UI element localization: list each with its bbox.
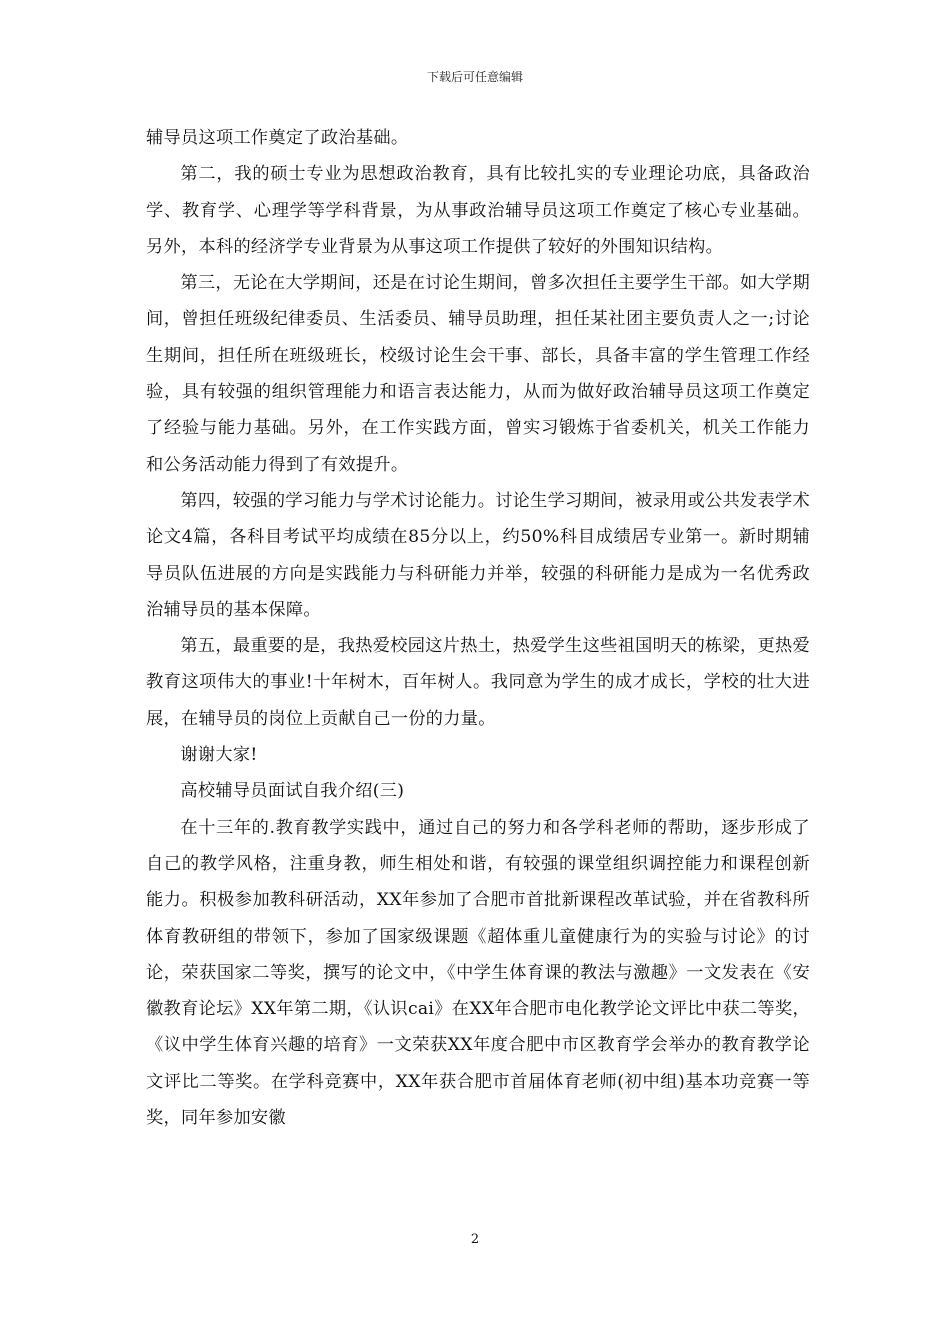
paragraph: 第五，最重要的是，我热爱校园这片热土，热爱学生这些祖国明天的栋梁，更热爱教育这项伟大的事业!十年树木，百年树人。我同意为学生的成才成长，学校的壮大进展，在辅导员的岗位上贡献自己一份的力量。 bbox=[146, 636, 810, 729]
paragraph: 第二，我的硕士专业为思想政治教育，具有比较扎实的专业理论功底，具备政治学、教育学、心理学等学科背景，为从事政治辅导员这项工作奠定了核心专业基础。另外，本科的经济学专业背景为从事这项工作提供了较好的外围知识结构。 bbox=[146, 164, 810, 257]
page-header: 下载后可任意编辑 bbox=[426, 70, 523, 84]
section-title: 高校辅导员面试自我介绍(三) bbox=[180, 781, 405, 802]
paragraph: 谢谢大家! bbox=[180, 745, 258, 766]
page-number: 2 bbox=[470, 1232, 480, 1247]
document-body bbox=[146, 120, 810, 1136]
paragraph: 第四，较强的学习能力与学术讨论能力。讨论生学习期间，被录用或公共发表学术论文4篇，各科目考试平均成绩在85分以上，约50%科目成绩居专业第一。新时期辅导员队伍进展的方向是实践能力与科研能力并举，较强的科研能力是成为一名优秀政治辅导员的基本保障。 bbox=[146, 490, 810, 620]
paragraph: 在十三年的.教育教学实践中，通过自己的努力和各学科老师的帮助，逐步形成了自己的教学风格，注重身教，师生相处和谐，有较强的课堂组织调控能力和课程创新能力。积极参加教科研活动，XX年参加了合肥市首批新课程改革试验，并在省教科所体育教研组的带领下，参加了国家级课题《超体重儿童健康行为的实验与讨论》的讨论，荣获国家二等奖，撰写的论文中，《中学生体育课的教法与激趣》一文发表在《安徽教育论坛》XX年第二期，《认识cai》在XX年合肥市电化教学论文评比中获二等奖，《议中学生体育兴趣的培育》一文荣获XX年度合肥中市区教育学会举办的教育教学论文评比二等奖。在学科竞赛中，XX年获合肥市首届体育老师(初中组)基本功竞赛一等奖，同年参加安徽 bbox=[146, 817, 810, 1129]
paragraph: 第三，无论在大学期间，还是在讨论生期间，曾多次担任主要学生干部。如大学期间，曾担任班级纪律委员、生活委员、辅导员助理，担任某社团主要负责人之一;讨论生期间，担任所在班级班长，校级讨论生会干事、部长，具备丰富的学生管理工作经验，具有较强的组织管理能力和语言表达能力，从而为做好政治辅导员这项工作奠定了经验与能力基础。另外，在工作实践方面，曾实习锻炼于省委机关，机关工作能力和公务活动能力得到了有效提升。 bbox=[146, 273, 810, 475]
paragraph: 辅导员这项工作奠定了政治基础。 bbox=[146, 128, 409, 148]
